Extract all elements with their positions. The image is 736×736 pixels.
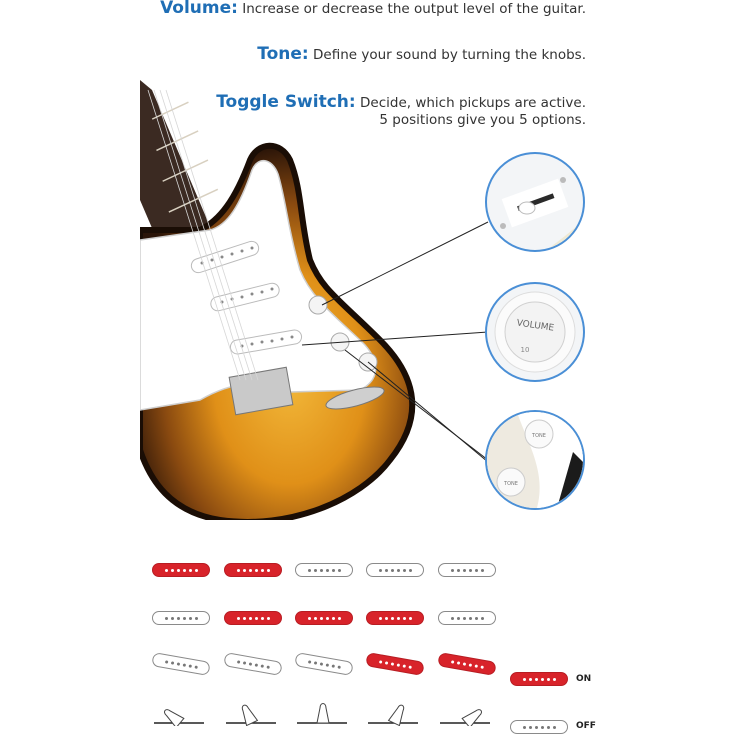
- pickup-neck-pos-5: [438, 563, 496, 577]
- volume-title: Volume:: [160, 0, 238, 18]
- pickup-middle-pos-2: [224, 611, 282, 625]
- pickup-middle-pos-4: [366, 611, 424, 625]
- legend-on-pickup: [510, 672, 568, 686]
- volume-knob-detail: [485, 282, 585, 382]
- pickup-neck-pos-2: [224, 563, 282, 577]
- tone-description: [257, 46, 586, 64]
- tone-title: Tone:: [257, 44, 309, 64]
- tone-knob-lower-label: TONE: [504, 481, 518, 487]
- volume-description: [160, 0, 586, 18]
- tone-knob-upper-label: TONE: [532, 433, 546, 439]
- switch-lever-icon-pos-2: [224, 696, 280, 726]
- toggle-switch-detail: [485, 152, 585, 252]
- pickup-neck-pos-4: [366, 563, 424, 577]
- pickup-middle-pos-3: [295, 611, 353, 625]
- volume-text: Increase or decrease the output level of the guitar.: [242, 1, 586, 17]
- pickup-middle-pos-5: [438, 611, 496, 625]
- switch-lever-icon-pos-3: [295, 696, 351, 726]
- switch-lever-icon: [519, 202, 535, 214]
- switch-lever-icon-pos-5: [438, 696, 494, 726]
- pickup-middle-pos-1: [152, 611, 210, 625]
- tone-controls-detail: [485, 410, 585, 510]
- legend-off-label: OFF: [576, 721, 596, 731]
- tone-text: Define your sound by turning the knobs.: [313, 47, 586, 63]
- toggle-switch-title: Toggle Switch:: [216, 92, 356, 112]
- volume-knob-label: VOLUME: [515, 318, 555, 334]
- pickup-neck-pos-3: [295, 563, 353, 577]
- legend-off-pickup: [510, 720, 568, 734]
- knob-number: 10: [520, 346, 530, 354]
- pickup-neck-pos-1: [152, 563, 210, 577]
- legend-on-label: ON: [576, 674, 592, 684]
- toggle-switch-text: Decide, which pickups are active.: [360, 95, 586, 111]
- guitar-illustration: [140, 80, 430, 520]
- toggle-switch-text-2: 5 positions give you 5 options.: [379, 112, 586, 128]
- switch-lever-icon-pos-4: [366, 696, 422, 726]
- switch-lever-icon-pos-1: [152, 696, 208, 726]
